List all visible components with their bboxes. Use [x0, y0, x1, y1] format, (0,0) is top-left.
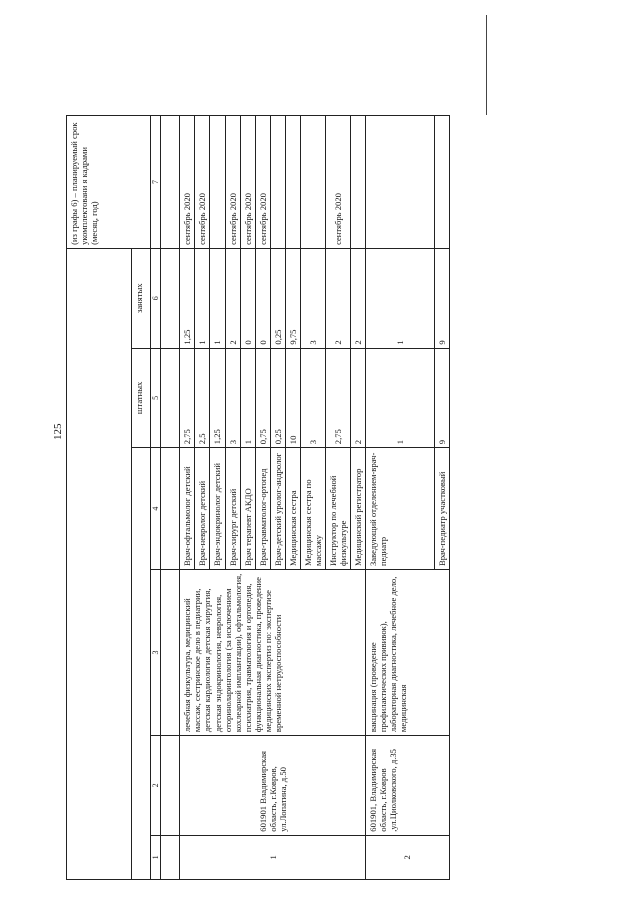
post-cell: Врач-педиатр участковый — [434, 448, 449, 570]
occupied-cell: 0 — [255, 248, 270, 348]
post-cell: Врач-травматолог-ортопед — [255, 448, 270, 570]
table-row — [365, 116, 434, 880]
occupied-cell: 9 — [434, 248, 449, 348]
occupied-cell: 0,25 — [270, 248, 285, 348]
column-number: 3 — [151, 570, 161, 736]
date-cell — [350, 116, 365, 249]
column-number: 6 — [151, 248, 161, 348]
header-staff-label: штатных — [132, 348, 151, 448]
occupied-cell: 1,25 — [180, 248, 195, 348]
date-cell — [210, 116, 225, 249]
occupied-cell: 3 — [300, 248, 325, 348]
date-cell: сентябрь 2020 — [325, 116, 350, 249]
org-number: 1 — [180, 835, 366, 879]
occupied-cell: 9,75 — [285, 248, 300, 348]
post-cell: Врач-детский уролог-андролог — [270, 448, 285, 570]
header-row-top — [67, 116, 132, 880]
date-cell — [365, 116, 434, 249]
column-number: 4 — [151, 448, 161, 570]
empty-cell — [161, 448, 180, 570]
org-address: 601901, Владимирская область, г.Ковров ,ул.Циолковского, д.35 — [365, 736, 449, 836]
post-cell: Медицинская сестра — [285, 448, 300, 570]
occupied-cell: 1 — [210, 248, 225, 348]
post-cell: Врач-эндокринолог детский — [210, 448, 225, 570]
header-empty-cell-2 — [132, 448, 151, 880]
rotated-table-container — [66, 115, 576, 880]
staff-cell: 3 — [300, 348, 325, 448]
date-cell — [434, 116, 449, 249]
post-cell: Врач-хирург детский — [225, 448, 240, 570]
margin-line — [486, 15, 487, 115]
header-empty-cell — [67, 248, 132, 879]
header-occupied-label: занятых — [132, 248, 151, 348]
date-cell: сентябрь 2020 — [195, 116, 210, 249]
empty-cell — [161, 736, 180, 836]
staffing-table — [66, 115, 450, 880]
table-row — [180, 116, 195, 880]
occupied-cell: 1 — [195, 248, 210, 348]
occupied-cell: 2 — [225, 248, 240, 348]
post-cell: Врач-офтальмолог детский — [180, 448, 195, 570]
date-cell — [285, 116, 300, 249]
staff-cell: 2,5 — [195, 348, 210, 448]
date-cell — [300, 116, 325, 249]
occupied-cell: 2 — [350, 248, 365, 348]
post-cell: Заведующий отделением-врач-педиатр — [365, 448, 434, 570]
staff-cell: 3 — [225, 348, 240, 448]
org-activities: лечебная физкультура, медицинский массаж, сестринское дело в педиатрии, детская кардиология детская хирургия, детская эндокринология, неврология, оториноларингология (за исключением кохлеарной имплантации), офтальмология, психиатрия, травматология и ортопедия, функциональная диагностика, проведение медицинских экспертиз по: экспертизе временной нетрудоспособности — [180, 570, 366, 736]
occupied-cell: 2 — [325, 248, 350, 348]
staff-cell: 0,75 — [255, 348, 270, 448]
date-cell — [270, 116, 285, 249]
staff-cell: 10 — [285, 348, 300, 448]
staff-cell: 1 — [365, 348, 434, 448]
staffing-table-region — [66, 115, 576, 880]
staff-cell: 1 — [240, 348, 255, 448]
empty-cell — [161, 116, 180, 249]
staff-cell: 9 — [434, 348, 449, 448]
staff-cell: 2,75 — [180, 348, 195, 448]
column-number: 7 — [151, 116, 161, 249]
column-numbers-row — [151, 116, 161, 880]
empty-cell — [161, 348, 180, 448]
staff-cell: 2,75 — [325, 348, 350, 448]
post-cell: Медицинский регистратор — [350, 448, 365, 570]
date-cell: сентябрь 2020 — [240, 116, 255, 249]
post-cell: Медицинская сестра по массажу — [300, 448, 325, 570]
date-cell: сентябрь 2020 — [180, 116, 195, 249]
org-activities: вакцинация (проведение профилактических прививок), лабораторная диагностика, лечебное дело, медицинская — [365, 570, 449, 736]
staff-cell: 2 — [350, 348, 365, 448]
occupied-cell: 1 — [365, 248, 434, 348]
post-cell: Врач терапевт АКДО — [240, 448, 255, 570]
header-planned-date: (из графы 6) – планируемый срок укомплектовани я кадрами (месяц, год) — [67, 116, 151, 249]
occupied-cell: 0 — [240, 248, 255, 348]
staff-cell: 1,25 — [210, 348, 225, 448]
date-cell: сентябрь 2020 — [255, 116, 270, 249]
date-cell: сентябрь 2020 — [225, 116, 240, 249]
column-number: 2 — [151, 736, 161, 836]
column-number: 1 — [151, 835, 161, 879]
post-cell: Врач-невролог детский — [195, 448, 210, 570]
column-number: 5 — [151, 348, 161, 448]
page-number: 125 — [52, 423, 64, 440]
empty-cell — [161, 570, 180, 736]
org-number: 2 — [365, 835, 449, 879]
org-address: 601901 Владимирская область, г.Ковров, ул.Лопатина, д.50 — [180, 736, 366, 836]
empty-cell — [161, 248, 180, 348]
staff-cell: 0,25 — [270, 348, 285, 448]
empty-cell — [161, 835, 180, 879]
post-cell: Инструктор по лечебной физкультуре — [325, 448, 350, 570]
empty-row — [161, 116, 180, 880]
